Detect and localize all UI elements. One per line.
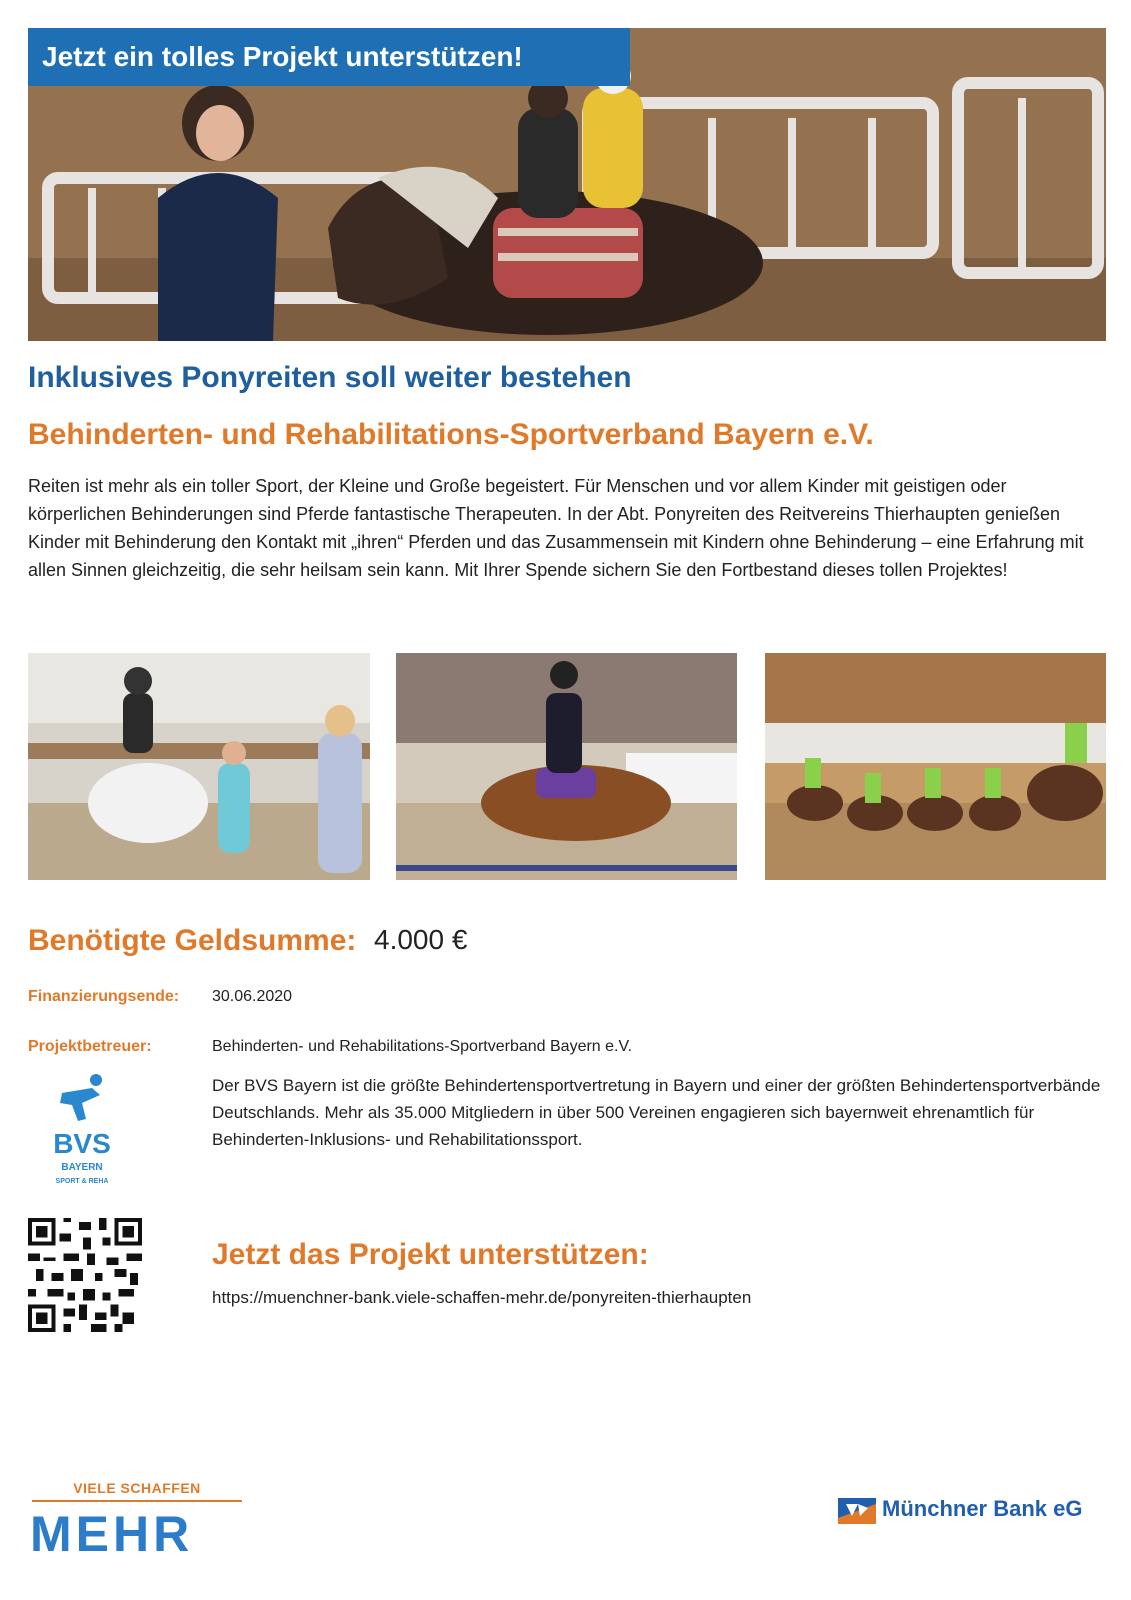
organization-name: Behinderten- und Rehabilitations-Sportverband Bayern e.V. — [28, 418, 874, 451]
viele-schaffen-divider — [32, 1500, 242, 1502]
viele-schaffen-label: VIELE SCHAFFEN — [73, 1480, 201, 1496]
amount-label: Benötigte Geldsumme: — [28, 924, 357, 957]
funding-end-label: Finanzierungsende: — [28, 988, 180, 1005]
photo-pony-group — [765, 653, 1106, 880]
amount-value: 4.000 € — [374, 924, 468, 955]
cta-title: Jetzt das Projekt unterstützen: — [212, 1238, 649, 1271]
project-url-link[interactable]: https://muenchner-bank.viele-schaffen-mehr.de/ponyreiten-thierhaupten — [212, 1288, 752, 1307]
viele-schaffen-mehr-logo: MEHR — [30, 1506, 194, 1562]
organization-description: Der BVS Bayern ist die größte Behindertensportvertretung in Bayern und einer der größten Behindertensportverbände Deutschlands. Mehr als 35.000 Mitgliedern in über 500 Vereinen engagieren sich bayernweit ehrenamtlich für Behinderten-Inklusions- und Rehabilitationssport. — [212, 1076, 1101, 1149]
photo-white-pony — [28, 653, 370, 880]
bank-name: Münchner Bank eG — [882, 1496, 1083, 1521]
bvs-logo — [52, 1073, 112, 1191]
hero-banner: Jetzt ein tolles Projekt unterstützen! — [28, 28, 630, 86]
qr-code[interactable] — [28, 1218, 142, 1332]
project-manager-value: Behinderten- und Rehabilitations-Sportverband Bayern e.V. — [212, 1038, 633, 1055]
bvs-logo-sub2: SPORT & REHA — [55, 1178, 109, 1185]
photo-brown-pony — [396, 653, 737, 880]
funding-end-value: 30.06.2020 — [212, 988, 293, 1005]
volksbank-logo-icon — [838, 1498, 876, 1524]
page-title: Inklusives Ponyreiten soll weiter bestehen — [28, 361, 632, 394]
bvs-figure-icon — [52, 1073, 112, 1191]
bvs-logo-sub1: BAYERN — [61, 1162, 103, 1173]
bvs-logo-main: BVS — [53, 1128, 111, 1159]
project-manager-label: Projektbetreuer: — [28, 1038, 152, 1055]
intro-text: Reiten ist mehr als ein toller Sport, der Kleine und Große begeistert. Für Menschen und vor allem Kinder mit geistigen oder körperlichen Behinderungen sind Pferde fantastische Therapeuten. In der Abt. Ponyreiten des Reitvereins Thierhaupten genießen Kinder mit Behinderung den Kontakt mit „ihren“ Pferden und das Zusammensein mit Kindern ohne Behinderung – eine Erfahrung mit allen Sinnen gleichzeitig, die sehr heilsam sein kann. Mit Ihrer Spende sichern Sie den Fortbestand dieses tollen Projektes! — [28, 476, 1084, 580]
